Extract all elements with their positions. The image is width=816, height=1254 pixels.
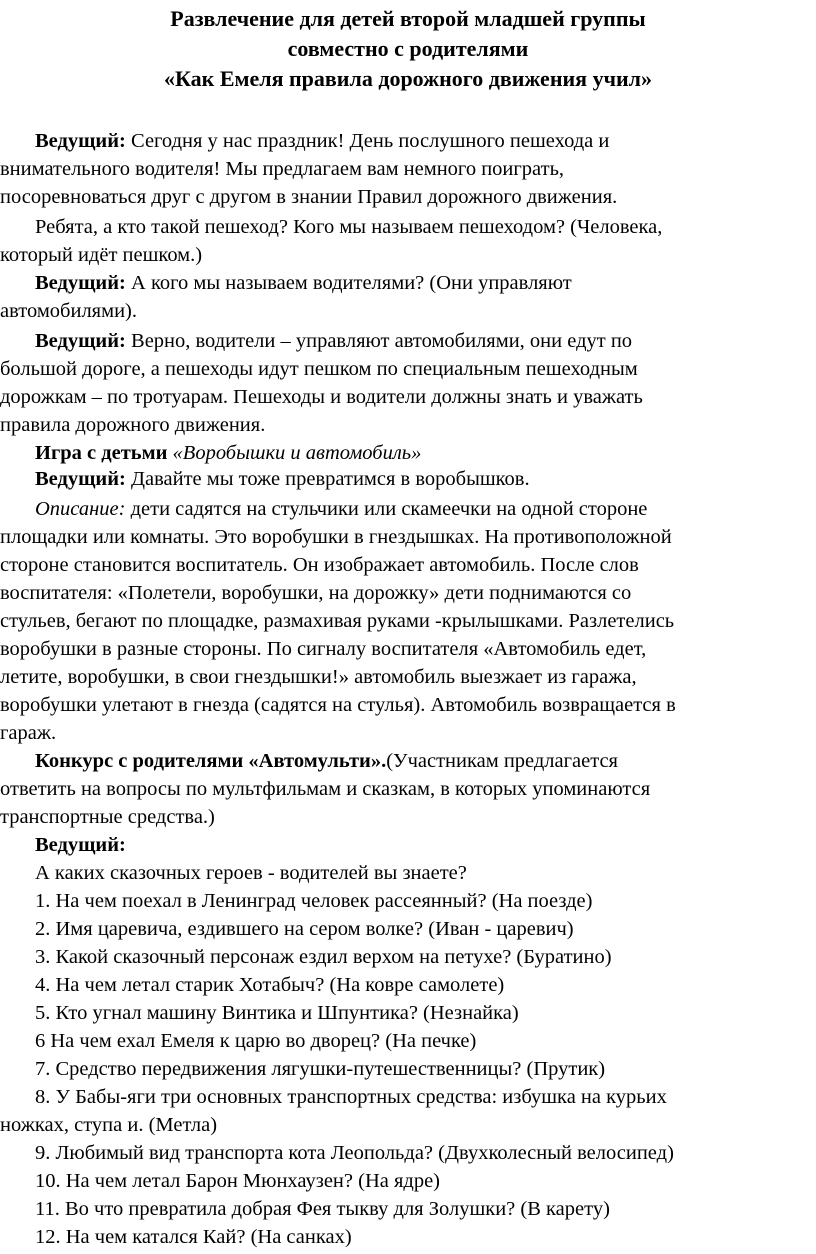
- quiz-question: 6 На чем ехал Емеля к царю во дворец? (На печке): [35, 1030, 477, 1052]
- game-name: «Воробышки и автомобиль»: [167, 442, 422, 464]
- paragraph-text: Верно, водители – управляют автомобилями, они едут по: [125, 330, 633, 352]
- quiz-question: 11. Во что превратила добрая Фея тыкву для Золушки? (В карету): [35, 1198, 610, 1220]
- paragraph-3-line-2: автомобилями).: [0, 300, 137, 322]
- paragraph-4-line-2: большой дороге, а пешеходы идут пешком по специальным пешеходным: [0, 358, 638, 380]
- quiz-question: 10. На чем летал Барон Мюнхаузен? (На ядре): [35, 1170, 441, 1192]
- speaker-label: Ведущий:: [35, 130, 126, 152]
- paragraph-4-line-3: дорожкам – по тротуарам. Пешеходы и водители должны знать и уважать: [0, 386, 643, 408]
- description-text: дети садятся на стульчики или скамеечки на одной стороне: [125, 498, 648, 520]
- quiz-question: 5. Кто угнал машину Винтика и Шпунтика? (Незнайка): [35, 1002, 519, 1024]
- paragraph-1-line-3: посоревноваться друг с другом в знании Правил дорожного движения.: [0, 186, 618, 208]
- quiz-question: 2. Имя царевича, ездившего на сером волке? (Иван - царевич): [35, 918, 574, 940]
- contest-text: (Участникам предлагается: [386, 750, 618, 772]
- title-line-2: совместно с родителями: [287, 36, 529, 61]
- description-label: Описание:: [35, 498, 126, 520]
- title-line-1: Развлечение для детей второй младшей группы: [170, 6, 646, 31]
- quiz-question: 7. Средство передвижения лягушки-путешественницы? (Прутик): [35, 1058, 606, 1080]
- description-line-2: площадки или комнаты. Это воробушки в гнездышках. На противоположной: [0, 526, 672, 548]
- paragraph-3-line-1: [35, 270, 572, 296]
- paragraph-text: Давайте мы тоже превратимся в воробышков.: [125, 468, 530, 490]
- quiz-question: 8. У Бабы-яги три основных транспортных средства: избушка на курьих: [35, 1086, 667, 1108]
- description-line-4: воспитателя: «Полетели, воробушки, на дорожку» дети поднимаются со: [0, 582, 632, 604]
- speaker-label: Ведущий:: [35, 468, 126, 490]
- contest-line-3: транспортные средства.): [0, 806, 215, 828]
- contest-label: Конкурс с родителями «Автомульти».: [35, 750, 387, 772]
- paragraph-2-line-1: Ребята, а кто такой пешеход? Кого мы называем пешеходом? (Человека,: [35, 216, 663, 238]
- quiz-question: 3. Какой сказочный персонаж ездил верхом на петухе? (Буратино): [35, 946, 612, 968]
- paragraph-text: А кого мы называем водителями? (Они управляют: [125, 272, 572, 294]
- quiz-question-continued: ножках, ступа и. (Метла): [0, 1114, 218, 1136]
- quiz-question: 12. На чем катался Кай? (На санках): [35, 1226, 352, 1248]
- description-line-7: летите, воробушки, в свои гнездышки!» автомобиль выезжает из гаража,: [0, 666, 637, 688]
- paragraph-4-line-1: [35, 328, 632, 354]
- speaker-label: Ведущий:: [35, 272, 126, 294]
- paragraph-4-line-4: правила дорожного движения.: [0, 414, 266, 436]
- title-line-3: «Как Емеля правила дорожного движения учил»: [164, 66, 652, 91]
- quiz-question: 9. Любимый вид транспорта кота Леопольда? (Двухколесный велосипед): [35, 1142, 674, 1164]
- quiz-intro: А каких сказочных героев - водителей вы знаете?: [35, 862, 467, 884]
- description-line-1: [35, 496, 647, 522]
- description-line-8: воробушки улетают в гнезда (садятся на стулья). Автомобиль возвращается в: [0, 694, 676, 716]
- contest-line-2: ответить на вопросы по мультфильмам и сказкам, в которых упоминаются: [0, 778, 651, 800]
- game-label: Игра с детьми: [35, 442, 168, 464]
- paragraph-text: Сегодня у нас праздник! День послушного пешехода и: [125, 130, 610, 152]
- quiz-question: 1. На чем поехал в Ленинград человек рассеянный? (На поезде): [35, 890, 593, 912]
- speaker-label: Ведущий:: [35, 330, 126, 352]
- game-heading: [35, 440, 421, 466]
- quiz-question: 4. На чем летал старик Хотабыч? (На ковре самолете): [35, 974, 505, 996]
- contest-line-1: [35, 748, 618, 774]
- description-line-9: гараж.: [0, 722, 57, 744]
- paragraph-5-line-1: [35, 466, 530, 492]
- description-line-5: стульев, бегают по площадке, размахивая руками -крылышками. Разлетелись: [0, 610, 675, 632]
- speaker-heading: Ведущий:: [35, 834, 126, 856]
- paragraph-2-line-2: который идёт пешком.): [0, 244, 203, 266]
- paragraph-1-line-1: [35, 128, 609, 154]
- description-line-3: стороне становится воспитатель. Он изображает автомобиль. После слов: [0, 554, 639, 576]
- paragraph-1-line-2: внимательного водителя! Мы предлагаем вам немного поиграть,: [0, 158, 565, 180]
- description-line-6: воробушки в разные стороны. По сигналу воспитателя «Автомобиль едет,: [0, 638, 647, 660]
